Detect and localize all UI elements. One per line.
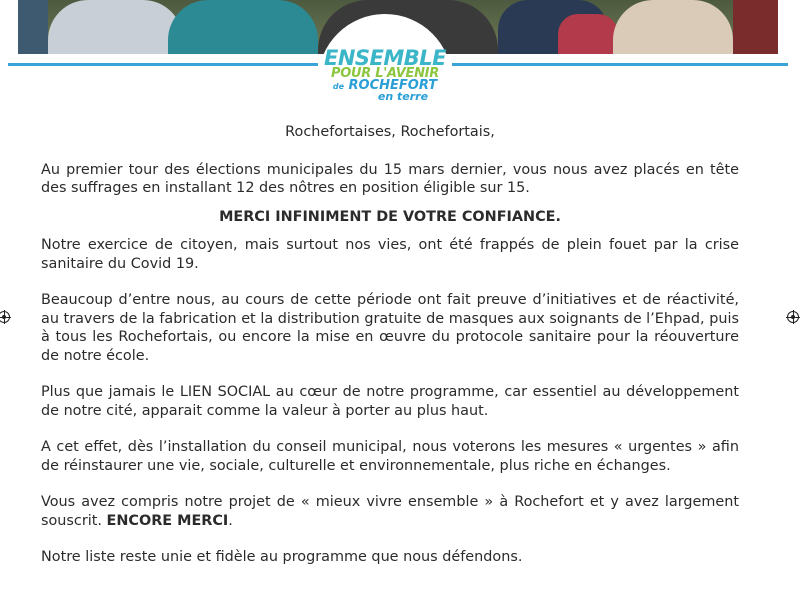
letter-encore-merci: ENCORE MERCI	[106, 512, 229, 529]
logo-line-ensemble: ENSEMBLE	[323, 46, 447, 70]
header-rule-left	[8, 63, 318, 66]
letter-text: Vous avez compris notre projet de « mieux vivre ensemble » à Rochefort et y avez largement souscrit.	[41, 494, 739, 529]
logo-prefix: de	[332, 82, 345, 91]
letter-paragraph: Plus que jamais le LIEN SOCIAL au cœur de notre programme, car essentiel au développement de notre cité, apparait comme la valeur à porter au plus haut.	[41, 384, 739, 419]
logo-town: ROCHEFORT	[348, 78, 438, 93]
letter-paragraph	[41, 493, 739, 530]
letter-greeting: Rochefortaises, Rochefortais,	[285, 124, 495, 140]
letter-period: .	[228, 512, 233, 529]
photo-figure	[48, 0, 183, 54]
photo-figure	[168, 0, 318, 54]
letter-paragraph: Beaucoup d’entre nous, au cours de cette période ont fait preuve d’initiatives et de réactivité, au travers de la fabrication et la distribution gratuite de masques aux soignants de l’Ehpad, puis à tous les Rochefortais, ou encore la mise en œuvre du protocole sanitaire pour la réouverture de notre école.	[41, 292, 739, 364]
registration-mark-icon	[0, 311, 10, 323]
photo-figure	[558, 14, 618, 54]
letter-body	[41, 123, 739, 567]
letter-merci-heading: MERCI INFINIMENT DE VOTRE CONFIANCE.	[219, 208, 561, 225]
logo-line-en-terre: en terre	[377, 90, 429, 103]
photo-figure	[18, 0, 48, 54]
registration-mark-icon	[787, 311, 799, 323]
letter-paragraph: A cet effet, dès l’installation du conseil municipal, nous voterons les mesures « urgentes » afin de réinstaurer une vie, sociale, culturelle et environnementale, plus riche en échanges.	[41, 439, 739, 474]
header-rule-right	[452, 63, 788, 66]
photo-figure	[733, 0, 778, 54]
photo-figure	[613, 0, 733, 54]
letter-paragraph: Notre liste reste unie et fidèle au programme que nous défendons.	[41, 549, 523, 565]
logo-line-avenir: POUR L'AVENIR	[331, 66, 439, 81]
letter-paragraph: Au premier tour des élections municipales du 15 mars dernier, vous nous avez placés en tête des suffrages en installant 12 des nôtres en position éligible sur 15.	[41, 161, 739, 196]
letter-paragraph: Notre exercice de citoyen, mais surtout nos vies, ont été frappés de plein fouet par la crise sanitaire du Covid 19.	[41, 237, 739, 272]
